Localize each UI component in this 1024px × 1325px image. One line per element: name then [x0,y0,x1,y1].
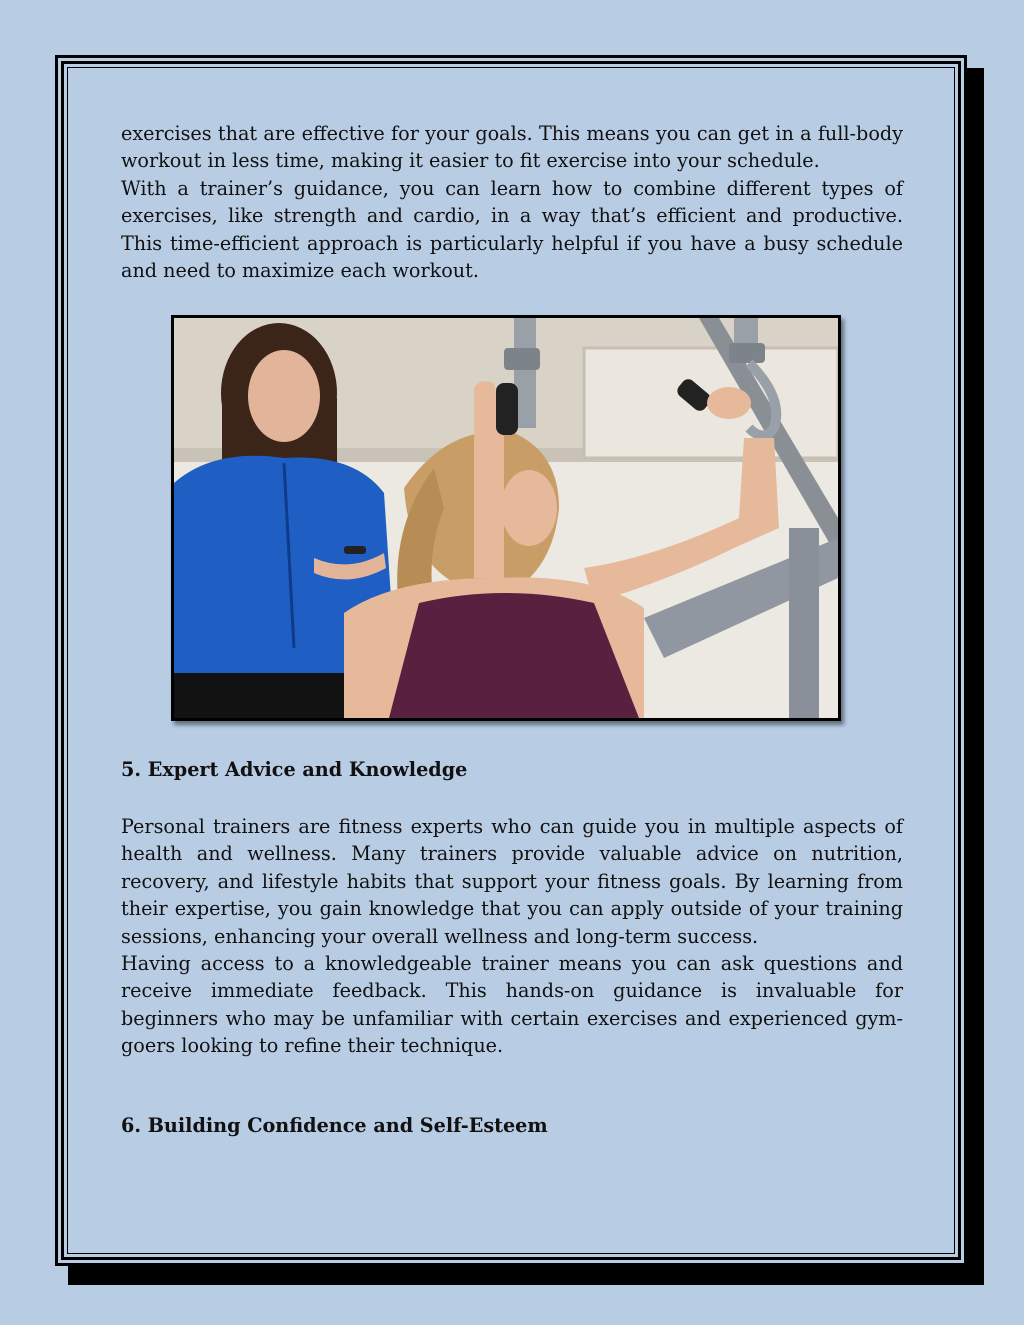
section-body-expert-advice [121,813,903,1060]
intro-paragraph: With a trainer’s guidance, you can learn how to combine different types of exercises, like strength and cardio, in a way that’s efficient and productive. This time-efficient approach is particularly helpful if you have a busy schedule and need to maximize each workout. [121,176,903,283]
trainer-photo [171,315,841,721]
intro-paragraph: exercises that are effective for your goals. This means you can get in a full-body workout in less time, making it easier to fit exercise into your schedule. [121,122,903,173]
section-heading-confidence: 6. Building Confidence and Self-Esteem [121,1114,548,1137]
trainer-photo-illustration [174,318,838,718]
section-heading-expert-advice: 5. Expert Advice and Knowledge [121,758,468,781]
section-paragraph: Having access to a knowledgeable trainer means you can ask questions and receive immediate feedback. This hands-on guidance is invaluable for beginners who may be unfamiliar with certain exercises and experienced gym-goers looking to refine their technique. [121,952,903,1058]
intro-text [121,120,903,284]
section-paragraph: Personal trainers are fitness experts who can guide you in multiple aspects of health and wellness. Many trainers provide valuable advice on nutrition, recovery, and lifestyle habits that support your fitness goals. By learning from their expertise, you gain knowledge that you can apply outside of your training sessions, enhancing your overall wellness and long-term success. [121,815,903,948]
